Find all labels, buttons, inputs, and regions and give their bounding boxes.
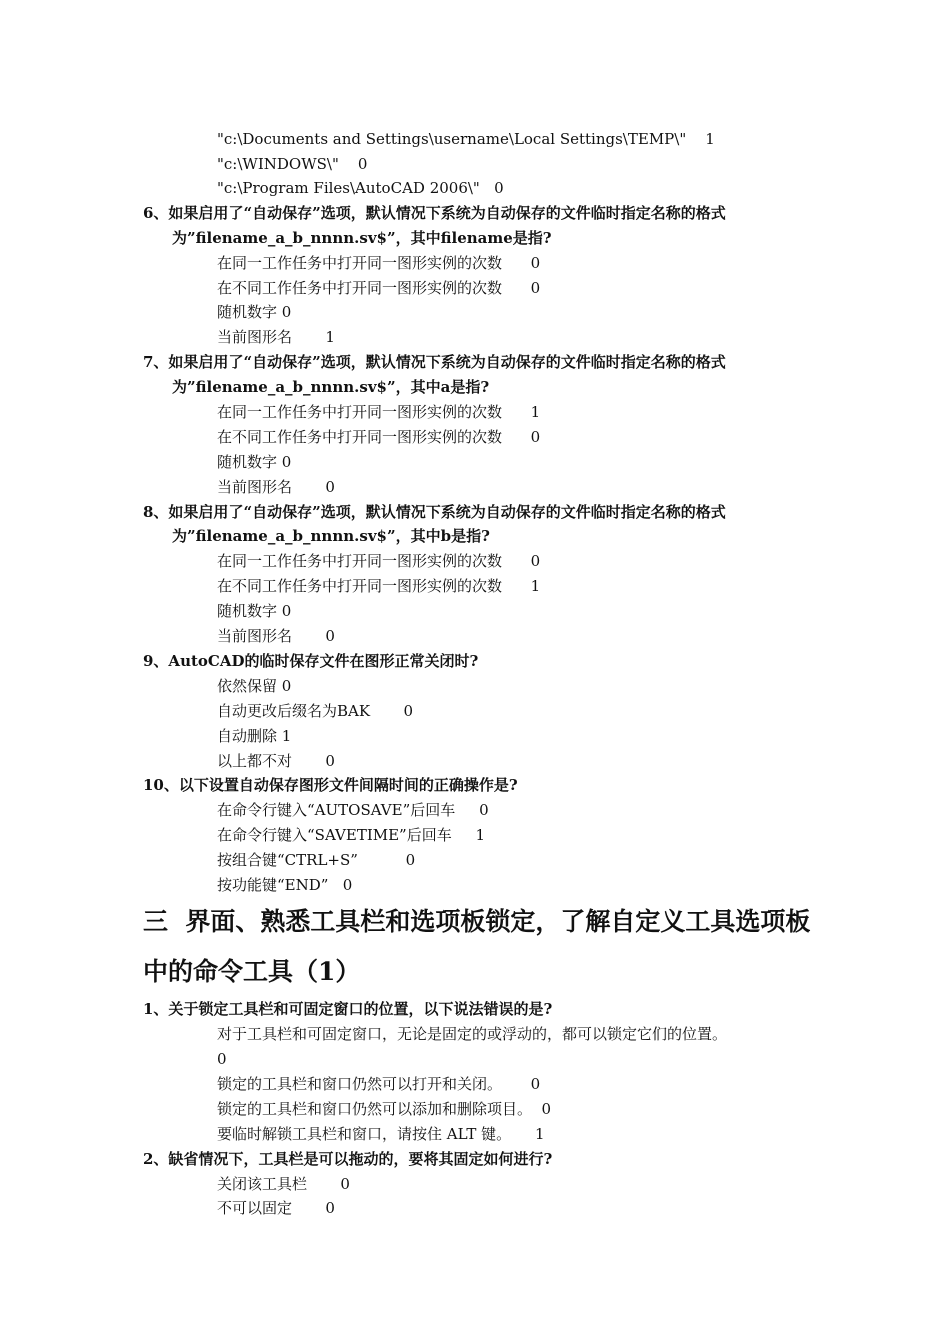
option-line: 自动删除 1 — [217, 727, 292, 745]
question-10: 10、以下设置自动保存图形文件间隔时间的正确操作是? — [143, 776, 518, 794]
question-9: 9、AutoCAD的临时保存文件在图形正常关闭时? — [143, 652, 479, 670]
option-line: 在同一工作任务中打开同一图形实例的次数 0 — [217, 552, 541, 570]
option-line: 要临时解锁工具栏和窗口，请按住 ALT 键。 1 — [217, 1125, 545, 1143]
option-line: 依然保留 0 — [217, 677, 292, 695]
question-6: 6、如果启用了“自动保存”选项，默认情况下系统为自动保存的文件临时指定名称的格式 — [143, 204, 726, 222]
option-line: "c:\Program Files\AutoCAD 2006\" 0 — [217, 179, 504, 197]
question-8: 8、如果启用了“自动保存”选项，默认情况下系统为自动保存的文件临时指定名称的格式 — [143, 503, 726, 521]
option-line: 当前图形名 1 — [217, 328, 335, 346]
option-line: 锁定的工具栏和窗口仍然可以打开和关闭。 0 — [217, 1075, 541, 1093]
option-line: 关闭该工具栏 0 — [217, 1175, 350, 1193]
option-line: 按功能键“END” 0 — [217, 876, 353, 894]
option-line: 0 — [217, 1050, 227, 1068]
question-7-continuation: 为”filename_a_b_nnnn.sv$”，其中a是指? — [172, 378, 490, 396]
option-line: 当前图形名 0 — [217, 478, 335, 496]
option-line: 在同一工作任务中打开同一图形实例的次数 0 — [217, 254, 541, 272]
option-line: 在命令行键入“SAVETIME”后回车 1 — [217, 826, 486, 844]
option-line: 随机数字 0 — [217, 303, 292, 321]
option-line: 在同一工作任务中打开同一图形实例的次数 1 — [217, 403, 541, 421]
option-line: 以上都不对 0 — [217, 752, 335, 770]
option-line: 在不同工作任务中打开同一图形实例的次数 1 — [217, 577, 541, 595]
section-heading-continuation: 中的命令工具（1） — [143, 957, 361, 986]
question-7: 7、如果启用了“自动保存”选项，默认情况下系统为自动保存的文件临时指定名称的格式 — [143, 353, 726, 371]
option-line: 在不同工作任务中打开同一图形实例的次数 0 — [217, 428, 541, 446]
option-line: 对于工具栏和可固定窗口，无论是固定的或浮动的，都可以锁定它们的位置。 — [217, 1025, 728, 1043]
question-6-continuation: 为”filename_a_b_nnnn.sv$”，其中filename是指? — [172, 229, 552, 247]
option-line: 按组合键“CTRL+S” 0 — [217, 851, 416, 869]
option-line: 在命令行键入“AUTOSAVE”后回车 0 — [217, 801, 489, 819]
section-heading: 三 界面、熟悉工具栏和选项板锁定，了解自定义工具选项板 — [143, 907, 811, 936]
question-1: 1、关于锁定工具栏和可固定窗口的位置，以下说法错误的是? — [143, 1000, 553, 1018]
option-line: 随机数字 0 — [217, 602, 292, 620]
option-line: 在不同工作任务中打开同一图形实例的次数 0 — [217, 279, 541, 297]
option-line: 锁定的工具栏和窗口仍然可以添加和删除项目。 0 — [217, 1100, 552, 1118]
option-line: "c:\WINDOWS\" 0 — [217, 155, 368, 173]
option-line: 不可以固定 0 — [217, 1199, 335, 1217]
option-line: 随机数字 0 — [217, 453, 292, 471]
option-line: 自动更改后缀名为BAK 0 — [217, 702, 413, 720]
question-2: 2、缺省情况下，工具栏是可以拖动的，要将其固定如何进行? — [143, 1150, 553, 1168]
option-line: "c:\Documents and Settings\username\Local Settings\TEMP\" 1 — [217, 130, 715, 148]
question-8-continuation: 为”filename_a_b_nnnn.sv$”，其中b是指? — [172, 527, 490, 545]
option-line: 当前图形名 0 — [217, 627, 335, 645]
